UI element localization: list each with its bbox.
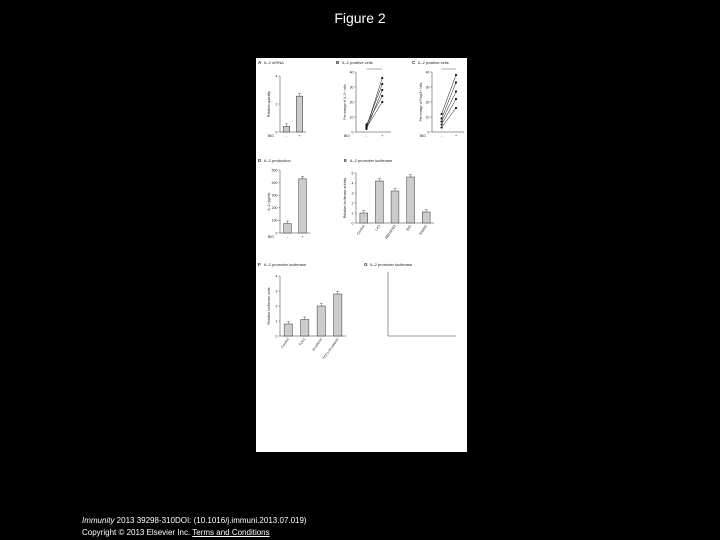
panel-D-bar <box>299 179 307 233</box>
panel-E-xtick-label: LiCl <box>374 224 382 232</box>
panel-D-ylabel: IL-2 (pg/ml) <box>267 192 271 211</box>
panel-C-ytick-label: 30 <box>425 85 430 90</box>
panel-E-ylabel: Relative luciferase activity <box>343 177 347 219</box>
panel-F-ylabel: Relative luciferase units <box>267 287 271 325</box>
panel-G-title: IL-2 promoter luciferase <box>370 262 413 267</box>
panel-A-letter: A <box>258 60 262 65</box>
panel-F-xtick-label: TCF1+b-catenin <box>321 337 340 361</box>
panel-B-ytick-label: 20 <box>349 100 354 105</box>
panel-B-point <box>381 83 383 85</box>
panel-D-xlabel: BIO <box>267 235 274 239</box>
panel-C-point <box>441 113 443 115</box>
panel-A-xtick-label: + <box>298 133 301 138</box>
panel-F-bar <box>334 294 342 336</box>
panel-C-pair-line <box>442 108 456 128</box>
panel-B-pair-line <box>367 84 383 126</box>
journal-name: Immunity <box>82 516 115 525</box>
figure-panel <box>256 58 467 452</box>
panel-D-letter: D <box>258 158 262 163</box>
panel-F-ytick-label: 2 <box>275 304 278 309</box>
citation-text: 2013 39298-310DOI: (10.1016/j.immuni.2013.07.019) <box>114 516 307 525</box>
slide-title: Figure 2 <box>334 10 386 26</box>
panel-C-title: IL-2 positive cells <box>418 60 449 65</box>
citation-line <box>82 515 307 527</box>
panel-C-xtick-label: - <box>440 133 443 138</box>
panel-E-title: IL-2 promoter luciferase <box>350 158 393 163</box>
panel-E-bar <box>422 212 430 223</box>
panel-B-point <box>381 101 383 103</box>
panel-B-point <box>365 126 367 128</box>
panel-C-pair-line <box>442 92 456 122</box>
panel-A-ytick-label: 2 <box>275 102 278 107</box>
panel-B-point <box>365 123 367 125</box>
panel-B-ytick-label: 40 <box>349 70 354 75</box>
panel-E-bar <box>360 213 368 223</box>
panel-F-letter: F <box>258 262 261 267</box>
panel-F-bar <box>301 320 309 337</box>
panel-D-ytick-label: 0 <box>275 231 278 236</box>
panel-A-ytick-label: 4 <box>275 74 278 79</box>
panel-D-ytick-label: 300 <box>271 193 278 198</box>
panel-B-pair-line <box>367 102 383 128</box>
panel-C-letter: C <box>412 60 416 65</box>
panel-C-ytick-label: 0 <box>427 130 430 135</box>
panel-B-ytick-label: 0 <box>351 130 354 135</box>
panel-C-point <box>441 126 443 128</box>
panel-B-ylabel: Percentage of IL-2+ cells <box>343 84 347 120</box>
panel-E-xtick-label: SB216763 <box>384 224 397 240</box>
figure-svg <box>256 58 467 452</box>
copyright-line <box>82 527 307 539</box>
terms-link[interactable]: Terms and Conditions <box>192 528 270 537</box>
panel-D-xtick-label: + <box>301 234 304 239</box>
panel-E-bar <box>376 181 384 223</box>
panel-C-pair-line <box>442 83 456 119</box>
panel-E-ytick-label: 4 <box>351 181 354 186</box>
panel-C-ylabel: Percentage of Foxp3+ cells <box>419 82 423 122</box>
panel-E-ytick-label: 2 <box>351 201 354 206</box>
panel-C-pair-line <box>442 75 456 114</box>
panel-C-xtick-label: + <box>454 133 458 138</box>
panel-F-bar <box>284 324 292 336</box>
panel-B-ytick-label: 30 <box>349 85 354 90</box>
panel-F-xtick-label: b-catenin <box>311 337 324 352</box>
panel-C-ytick-label: 10 <box>425 115 430 120</box>
panel-D-title: IL-2 production <box>264 158 291 163</box>
panel-F-title: IL-2 promoter luciferase <box>264 262 307 267</box>
copyright-text: Copyright © 2013 Elsevier Inc. <box>82 528 191 537</box>
footer <box>82 515 307 539</box>
panel-F-xtick-label: Control <box>280 337 291 349</box>
panel-G-letter: G <box>364 262 368 267</box>
panel-C-ytick-label: 40 <box>425 70 430 75</box>
panel-E-bar <box>391 191 399 223</box>
panel-C-point <box>441 123 443 125</box>
panel-E-ytick-label: 3 <box>351 191 354 196</box>
panel-F-ytick-label: 0 <box>275 334 278 339</box>
panel-A-title: IL-2 mRNA <box>264 60 284 65</box>
panel-D-ytick-label: 200 <box>271 206 278 211</box>
panel-B-pair-line <box>367 90 383 129</box>
panel-E-letter: E <box>344 158 348 163</box>
panel-B-xtick-label: - <box>365 133 368 138</box>
panel-A-bar <box>283 126 290 132</box>
panel-C-pair-line <box>442 99 456 125</box>
panel-C-point <box>455 90 457 92</box>
panel-B-point <box>381 77 383 79</box>
panel-B-point <box>381 89 383 91</box>
panel-A-bar <box>296 96 303 132</box>
panel-C-ytick-label: 20 <box>425 100 430 105</box>
panel-F-bar <box>317 306 325 336</box>
panel-B-xtick-label: + <box>381 133 384 138</box>
panel-C-point <box>441 117 443 119</box>
panel-C-point <box>455 81 457 83</box>
panel-C-point <box>441 120 443 122</box>
panel-A-xlabel: BIO <box>267 134 274 138</box>
panel-C-xlabel: BIO <box>419 134 426 138</box>
panel-D-bar <box>284 224 292 233</box>
panel-B-point <box>381 95 383 97</box>
panel-D-ytick-label: 500 <box>271 168 278 173</box>
panel-B-title: IL-2 positive cells <box>342 60 373 65</box>
panel-F-ytick-label: 3 <box>275 289 278 294</box>
panel-B-pair-line <box>367 96 383 125</box>
panel-F-xtick-label: TCF1 <box>298 337 307 347</box>
panel-B-ytick-label: 10 <box>349 115 354 120</box>
panel-A-xtick-label: - <box>285 133 288 138</box>
panel-D-xtick-label: - <box>286 234 289 239</box>
panel-B-xlabel: BIO <box>343 134 350 138</box>
panel-C-point <box>455 98 457 100</box>
panel-C-point <box>455 107 457 109</box>
panel-A-ytick-label: 0 <box>275 130 278 135</box>
panel-F-ytick-label: 1 <box>275 319 278 324</box>
panel-E-xtick-label: Control <box>355 224 366 236</box>
panel-E-xtick-label: BIO <box>405 224 413 232</box>
panel-E-ytick-label: 0 <box>351 221 354 226</box>
panel-E-bar <box>407 177 415 223</box>
panel-B-letter: B <box>336 60 340 65</box>
panel-F-ytick-label: 4 <box>275 274 278 279</box>
panel-C-point <box>455 74 457 76</box>
panel-D-ytick-label: 400 <box>271 180 278 185</box>
panel-E-ytick-label: 1 <box>351 211 354 216</box>
panel-E-ytick-label: 5 <box>351 171 354 176</box>
panel-D-ytick-label: 100 <box>271 218 278 223</box>
panel-A-ylabel: Relative quantity <box>267 91 271 117</box>
panel-E-xtick-label: MeBIO <box>418 224 429 236</box>
